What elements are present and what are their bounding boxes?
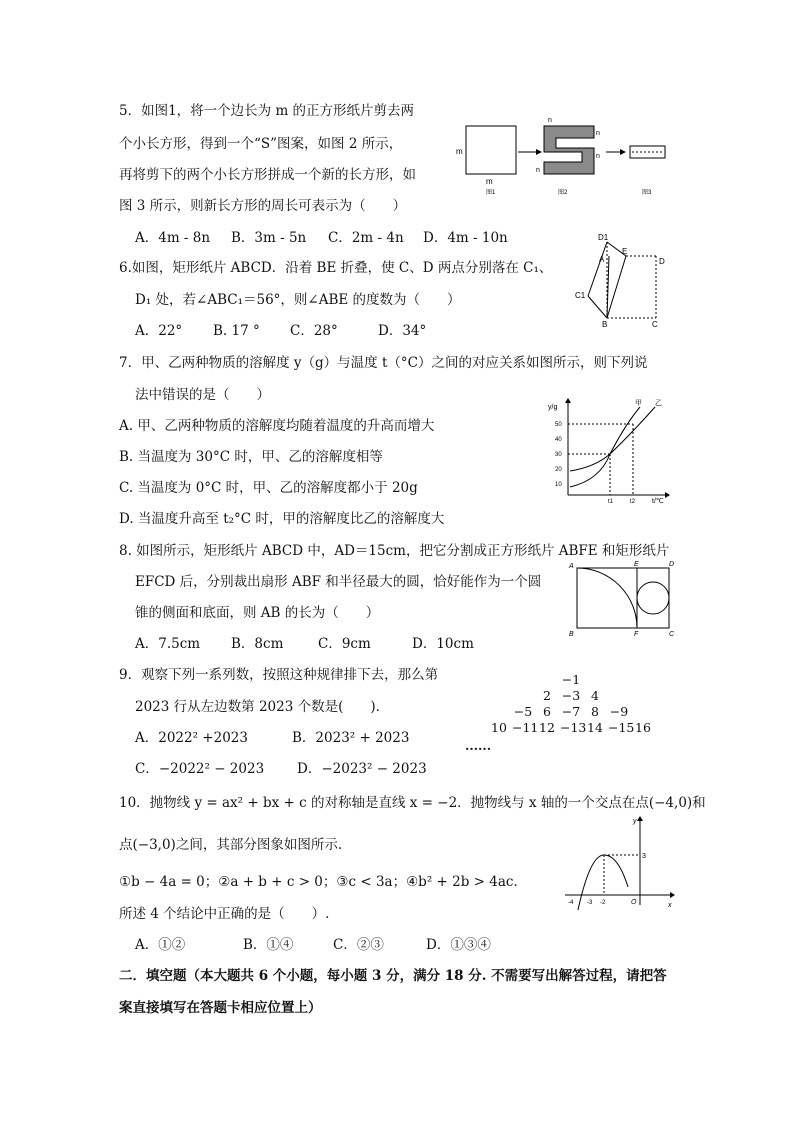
triangle-number: −15 [608,720,635,735]
q8-fig-label-a: A [569,563,574,570]
q10-figure [560,815,680,910]
q8-option-b: B．8cm [231,636,284,652]
q7-option-b: B. 当温度为 30°C 时，甲、乙的溶解度相等 [119,449,383,465]
q7-fig-ytick-30: 30 [555,452,562,458]
q7-option-c: C. 当温度为 0°C 时，甲、乙的溶解度都小于 20g [119,480,418,496]
triangle-number: 12 [539,720,555,735]
q7-fig-ytick-20: 20 [555,467,562,473]
q10-option-c: C．②③ [333,937,384,953]
q8-line-3: 锥的侧面和底面，则 AB 的长为（ ） [135,605,380,621]
q7-fig-series-jia: 甲 [635,400,642,407]
q6-fig-label-d: D [659,257,665,266]
triangle-number: −7 [561,704,581,719]
q5-fig-label-n-4: n [536,167,540,174]
q9-line-1: 9．观察下列一系列数，按照这种规律排下去，那么第 [119,667,439,683]
q9-option-c: C．−2022² − 2023 [135,761,265,777]
q5-option-d: D．4m - 10n [423,230,508,246]
q7-fig-ytick-40: 40 [555,437,562,443]
q5-fig-label-n-1: n [548,117,552,124]
triangle-number: −1 [561,672,581,687]
q8-option-c: C．9cm [318,636,371,652]
q8-fig-label-d: D [669,561,675,568]
q8-line-2: EFCD 后，分别裁出扇形 ABF 和半径最大的圆，恰好能作为一个圆 [135,574,542,590]
q6-figure [560,230,670,330]
triangle-number: 10 [491,720,507,735]
q7-fig-series-yi: 乙 [655,400,662,407]
q10-fig-tick-neg4: -4 [568,900,574,906]
triangle-ellipsis: ...... [465,738,492,753]
q10-option-b: B．①④ [243,937,294,953]
q9-number-triangle [455,672,685,752]
q10-fig-label-origin: O [631,899,637,906]
q10-option-a: A．①② [135,937,186,953]
q7-fig-ytick-50: 50 [555,422,562,428]
q8-fig-label-e: E [634,561,639,568]
q5-fig-label-m-left: m [456,147,463,156]
triangle-number: 6 [543,704,551,719]
triangle-number: 16 [635,720,651,735]
q6-fig-label-c1: C1 [575,291,586,300]
section2-heading-line-2: 案直接填写在答题卡相应位置上） [119,1000,322,1016]
q9-option-a: A．2022² +2023 [135,730,248,746]
q7-fig-xtick-t2: t2 [630,499,636,505]
q8-fig-label-f: F [634,631,639,638]
q5-fig-caption-1: 图1 [486,190,496,196]
q5-line-1: 5．如图1，将一个边长为 m 的正方形纸片剪去两 [119,103,415,119]
triangle-number: −3 [561,688,581,703]
q7-option-d: D. 当温度升高至 t₂°C 时，甲的溶解度比乙的溶解度大 [119,511,445,527]
q6-fig-label-c: C [652,320,658,329]
q8-option-d: D．10cm [412,636,474,652]
q7-fig-ytick-10: 10 [555,482,562,488]
q6-fig-label-b: B [602,320,608,329]
section2-heading-line-1: 二．填空题（本大题共 6 个小题，每小题 3 分，满分 18 分. 不需要写出解答过程，请把答 [119,968,667,984]
q5-fig-label-n-2: n [596,130,600,137]
triangle-number: 14 [587,720,603,735]
q8-fig-label-c: C [669,631,675,638]
q8-line-1: 8. 如图所示，矩形纸片 ABCD 中，AD＝15cm，把它分割成正方形纸片 ABFE 和矩形纸片 [119,543,670,559]
triangle-number: 8 [591,704,599,719]
triangle-number: 2 [543,688,551,703]
q7-option-a: A. 甲、乙两种物质的溶解度均随着温度的升高而增大 [119,418,435,434]
q5-option-c: C．2m - 4n [328,230,404,246]
q10-line-4: 所述 4 个结论中正确的是（ ）. [119,906,330,922]
q7-line-2: 法中错误的是（ ） [135,387,270,403]
q6-option-c: C．28° [290,323,338,339]
q5-line-4: 图 3 所示，则新长方形的周长可表示为（ ） [119,198,407,214]
q5-line-2: 个小长方形，得到一个“S”图案，如图 2 所示， [119,136,403,152]
q6-option-a: A．22° [135,323,183,339]
triangle-number: −5 [513,704,533,719]
q10-line-2: 点(−3,0)之间，其部分图象如图所示. [119,837,343,853]
q6-fig-label-d1: D1 [598,233,609,242]
q5-fig-caption-2: 图2 [558,190,568,196]
q10-fig-tick-neg3: -3 [587,900,593,906]
q9-line-2: 2023 行从左边数第 2023 个数是( )． [135,699,390,715]
q6-line-1: 6.如图，矩形纸片 ABCD．沿着 BE 折叠，使 C、D 两点分别落在 C₁、 [119,260,553,276]
q10-line-3: ①b − 4a = 0；②a + b + c > 0；③c < 3a；④b² + 2b > 4ac． [119,874,527,890]
triangle-number: −11 [512,720,539,735]
q10-option-d: D．①③④ [426,937,491,953]
q6-fig-label-e: E [622,247,628,256]
q9-option-b: B．2023² + 2023 [292,730,410,746]
q5-fig-caption-3: 图3 [642,190,652,196]
q10-fig-tick-neg2: -2 [600,900,606,906]
q6-fig-label-a: A [599,255,605,264]
triangle-number: −9 [609,704,629,719]
q9-option-d: D．−2023² − 2023 [297,761,427,777]
q7-line-1: 7．甲、乙两种物质的溶解度 y（g）与温度 t（°C）之间的对应关系如图所示，则下列说 [119,355,648,371]
q5-line-3: 再将剪下的两个小长方形拼成一个新的长方形，如 [119,167,416,183]
triangle-number: −13 [560,720,587,735]
q7-fig-xtick-t1: t1 [608,499,614,505]
q6-option-b: B. 17 ° [213,323,260,339]
q7-figure [540,395,675,505]
q8-fig-label-b: B [569,631,574,638]
triangle-number: 4 [591,688,599,703]
q5-option-b: B．3m - 5n [231,230,307,246]
q7-fig-ylabel: y/g [548,404,558,411]
q6-option-d: D．34° [378,323,427,339]
q6-line-2: D₁ 处，若∠ABC₁＝56°，则∠ABE 的度数为（ ） [135,292,461,308]
q5-fig-label-n-3: n [596,153,600,160]
q10-line-1: 10．抛物线 y = ax² + bx + c 的对称轴是直线 x = −2．抛物线与 x 轴的一个交点在点(−4,0)和 [119,795,706,811]
q7-fig-xlabel: t/℃ [652,498,664,505]
q8-figure [565,558,677,640]
q5-figure [450,112,675,198]
q10-fig-label-3: 3 [642,853,646,860]
q5-option-a: A．4m - 8n [135,230,211,246]
q5-fig-label-m-bottom: m [486,177,493,186]
q10-fig-label-y: y [633,818,637,825]
q10-fig-label-x: x [668,902,672,909]
q8-option-a: A．7.5cm [135,636,201,652]
